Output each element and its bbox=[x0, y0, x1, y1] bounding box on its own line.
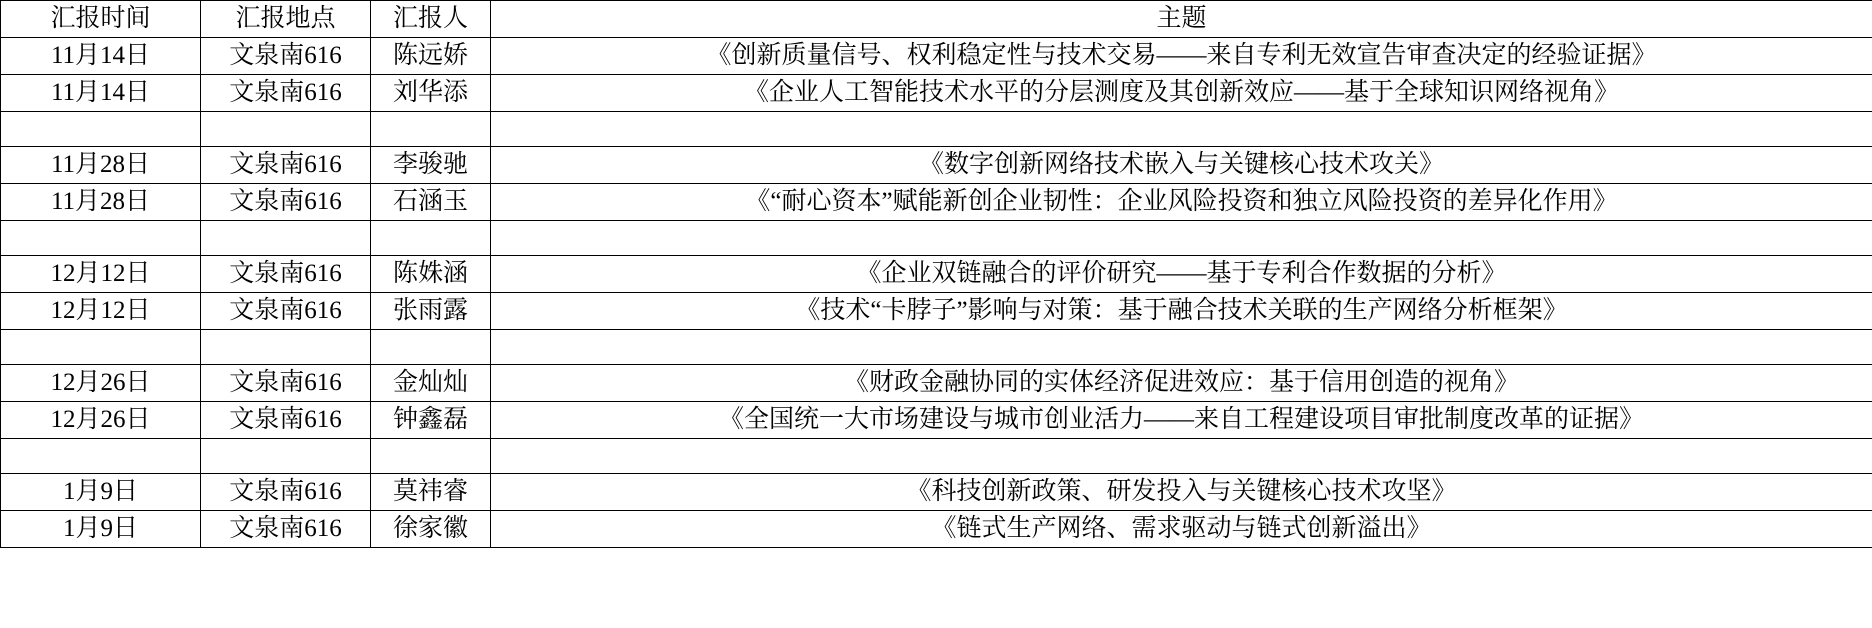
cell-place: 文泉南616 bbox=[201, 365, 371, 402]
cell-person: 李骏驰 bbox=[371, 147, 491, 184]
cell-time: 12月12日 bbox=[1, 293, 201, 330]
cell-place: 文泉南616 bbox=[201, 511, 371, 548]
column-header-topic: 主题 bbox=[491, 1, 1872, 38]
table-row bbox=[1, 184, 1872, 221]
cell-topic bbox=[491, 112, 1872, 147]
cell-person bbox=[371, 112, 491, 147]
cell-person: 陈姝涵 bbox=[371, 256, 491, 293]
cell-place: 文泉南616 bbox=[201, 293, 371, 330]
cell-topic: 《链式生产网络、需求驱动与链式创新溢出》 bbox=[491, 511, 1872, 548]
cell-place bbox=[201, 112, 371, 147]
cell-topic bbox=[491, 221, 1872, 256]
cell-person: 石涵玉 bbox=[371, 184, 491, 221]
cell-time: 12月26日 bbox=[1, 365, 201, 402]
cell-place: 文泉南616 bbox=[201, 38, 371, 75]
cell-person: 金灿灿 bbox=[371, 365, 491, 402]
cell-topic: 《技术“卡脖子”影响与对策：基于融合技术关联的生产网络分析框架》 bbox=[491, 293, 1872, 330]
cell-topic: 《企业双链融合的评价研究——基于专利合作数据的分析》 bbox=[491, 256, 1872, 293]
cell-time: 12月12日 bbox=[1, 256, 201, 293]
table-row-spacer bbox=[1, 330, 1872, 365]
table-body bbox=[1, 1, 1872, 548]
cell-place: 文泉南616 bbox=[201, 75, 371, 112]
table-row bbox=[1, 365, 1872, 402]
table-header-row bbox=[1, 1, 1872, 38]
cell-place: 文泉南616 bbox=[201, 184, 371, 221]
table-row bbox=[1, 147, 1872, 184]
column-header-time: 汇报时间 bbox=[1, 1, 201, 38]
cell-time: 1月9日 bbox=[1, 474, 201, 511]
cell-topic: 《科技创新政策、研发投入与关键核心技术攻坚》 bbox=[491, 474, 1872, 511]
cell-time: 11月14日 bbox=[1, 38, 201, 75]
cell-topic: 《“耐心资本”赋能新创企业韧性：企业风险投资和独立风险投资的差异化作用》 bbox=[491, 184, 1872, 221]
cell-place: 文泉南616 bbox=[201, 402, 371, 439]
table-row bbox=[1, 256, 1872, 293]
cell-person bbox=[371, 439, 491, 474]
cell-person: 刘华添 bbox=[371, 75, 491, 112]
cell-time bbox=[1, 112, 201, 147]
table-row bbox=[1, 511, 1872, 548]
table-row bbox=[1, 75, 1872, 112]
cell-time: 1月9日 bbox=[1, 511, 201, 548]
cell-person: 张雨露 bbox=[371, 293, 491, 330]
cell-time: 11月28日 bbox=[1, 184, 201, 221]
cell-topic: 《创新质量信号、权利稳定性与技术交易——来自专利无效宣告审查决定的经验证据》 bbox=[491, 38, 1872, 75]
cell-person: 徐家徽 bbox=[371, 511, 491, 548]
table-row bbox=[1, 38, 1872, 75]
cell-topic: 《数字创新网络技术嵌入与关键核心技术攻关》 bbox=[491, 147, 1872, 184]
cell-person: 钟鑫磊 bbox=[371, 402, 491, 439]
cell-topic bbox=[491, 439, 1872, 474]
table-row bbox=[1, 293, 1872, 330]
cell-topic: 《全国统一大市场建设与城市创业活力——来自工程建设项目审批制度改革的证据》 bbox=[491, 402, 1872, 439]
cell-time bbox=[1, 439, 201, 474]
table-row bbox=[1, 402, 1872, 439]
table-row bbox=[1, 474, 1872, 511]
table-row-spacer bbox=[1, 112, 1872, 147]
cell-person bbox=[371, 330, 491, 365]
cell-place bbox=[201, 439, 371, 474]
table-row-spacer bbox=[1, 221, 1872, 256]
cell-place: 文泉南616 bbox=[201, 256, 371, 293]
cell-time: 11月14日 bbox=[1, 75, 201, 112]
cell-place: 文泉南616 bbox=[201, 147, 371, 184]
cell-person: 陈远娇 bbox=[371, 38, 491, 75]
cell-topic: 《企业人工智能技术水平的分层测度及其创新效应——基于全球知识网络视角》 bbox=[491, 75, 1872, 112]
cell-topic bbox=[491, 330, 1872, 365]
cell-person bbox=[371, 221, 491, 256]
column-header-person: 汇报人 bbox=[371, 1, 491, 38]
cell-time: 11月28日 bbox=[1, 147, 201, 184]
cell-person: 莫祎睿 bbox=[371, 474, 491, 511]
column-header-place: 汇报地点 bbox=[201, 1, 371, 38]
cell-topic: 《财政金融协同的实体经济促进效应：基于信用创造的视角》 bbox=[491, 365, 1872, 402]
cell-time: 12月26日 bbox=[1, 402, 201, 439]
table-row-spacer bbox=[1, 439, 1872, 474]
cell-place: 文泉南616 bbox=[201, 474, 371, 511]
cell-place bbox=[201, 330, 371, 365]
cell-place bbox=[201, 221, 371, 256]
cell-time bbox=[1, 221, 201, 256]
cell-time bbox=[1, 330, 201, 365]
